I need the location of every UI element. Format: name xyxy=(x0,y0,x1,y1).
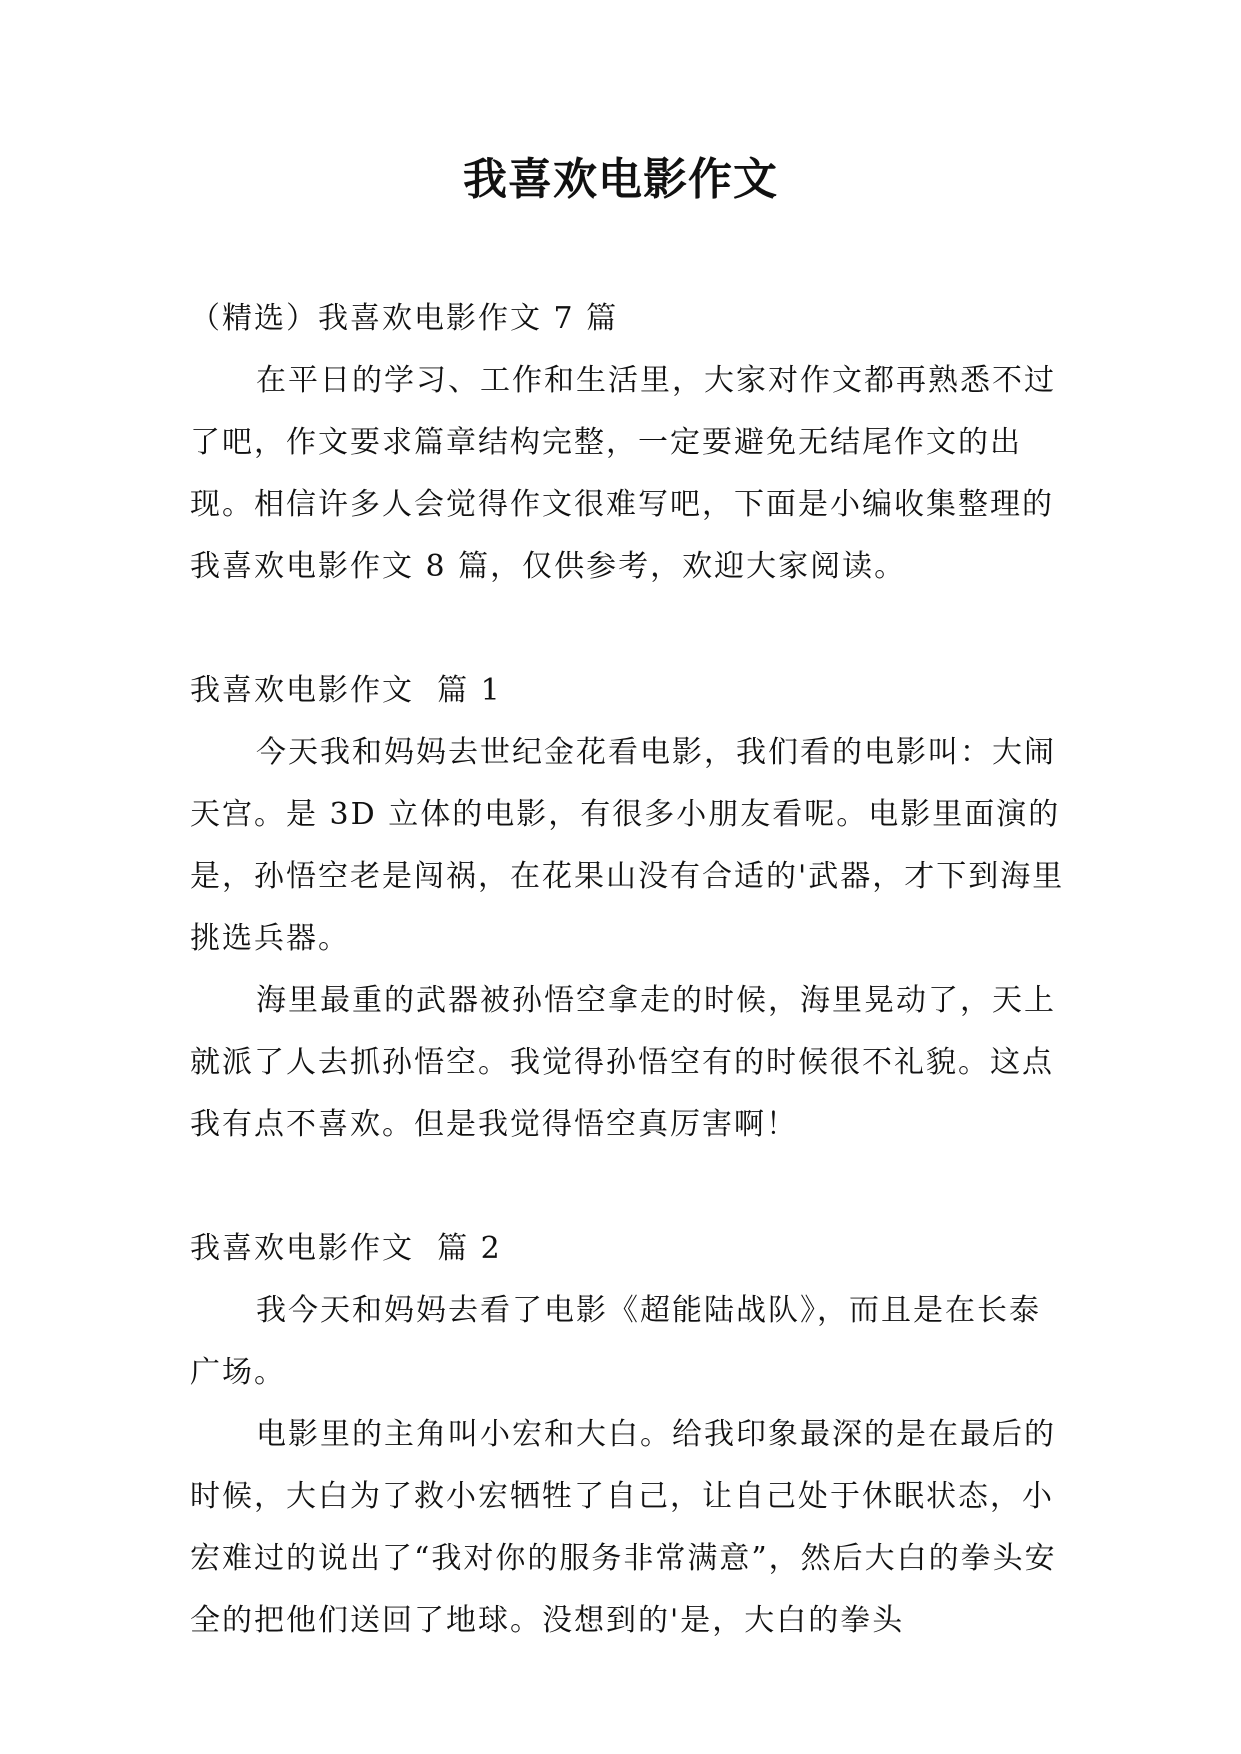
section-2-paragraph-2: 电影里的主角叫小宏和大白。给我印象最深的是在最后的时候，大白为了救小宏牺牲了自己，让自己处于休眠状态，小宏难过的说出了“我对你的服务非常满意”，然后大白的拳头安全的把他们送回了地球。没想到的'是，大白的拳头 xyxy=(190,1417,1057,1638)
section-1-paragraph-1: 今天我和妈妈去世纪金花看电影，我们看的电影叫：大闹天宫。是 3D 立体的电影，有很多小朋友看呢。电影里面演的是，孙悟空老是闯祸，在花果山没有合适的'武器，才下到海里挑选兵器。 xyxy=(190,735,1065,956)
intro-label: （精选）我喜欢电影作文 7 篇 xyxy=(190,301,619,336)
intro-paragraph: 在平日的学习、工作和生活里，大家对作文都再熟悉不过了吧，作文要求篇章结构完整，一定要避免无结尾作文的出现。相信许多人会觉得作文很难写吧，下面是小编收集整理的我喜欢电影作文 8 篇，仅供参考，欢迎大家阅读。 xyxy=(190,363,1056,584)
document-body xyxy=(190,288,1070,1652)
section-1-paragraph-2: 海里最重的武器被孙悟空拿走的时候，海里晃动了，天上就派了人去抓孙悟空。我觉得孙悟空有的时候很不礼貌。这点我有点不喜欢。但是我觉得悟空真厉害啊！ xyxy=(190,983,1056,1142)
document-title: 我喜欢电影作文 xyxy=(463,154,778,205)
section-2-paragraph-1: 我今天和妈妈去看了电影《超能陆战队》，而且是在长泰广场。 xyxy=(190,1293,1041,1390)
section-spacer xyxy=(190,1156,1070,1218)
section-spacer xyxy=(190,598,1070,660)
section-heading-1: 我喜欢电影作文 篇 1 xyxy=(190,673,502,708)
section-heading-2: 我喜欢电影作文 篇 2 xyxy=(190,1231,502,1266)
